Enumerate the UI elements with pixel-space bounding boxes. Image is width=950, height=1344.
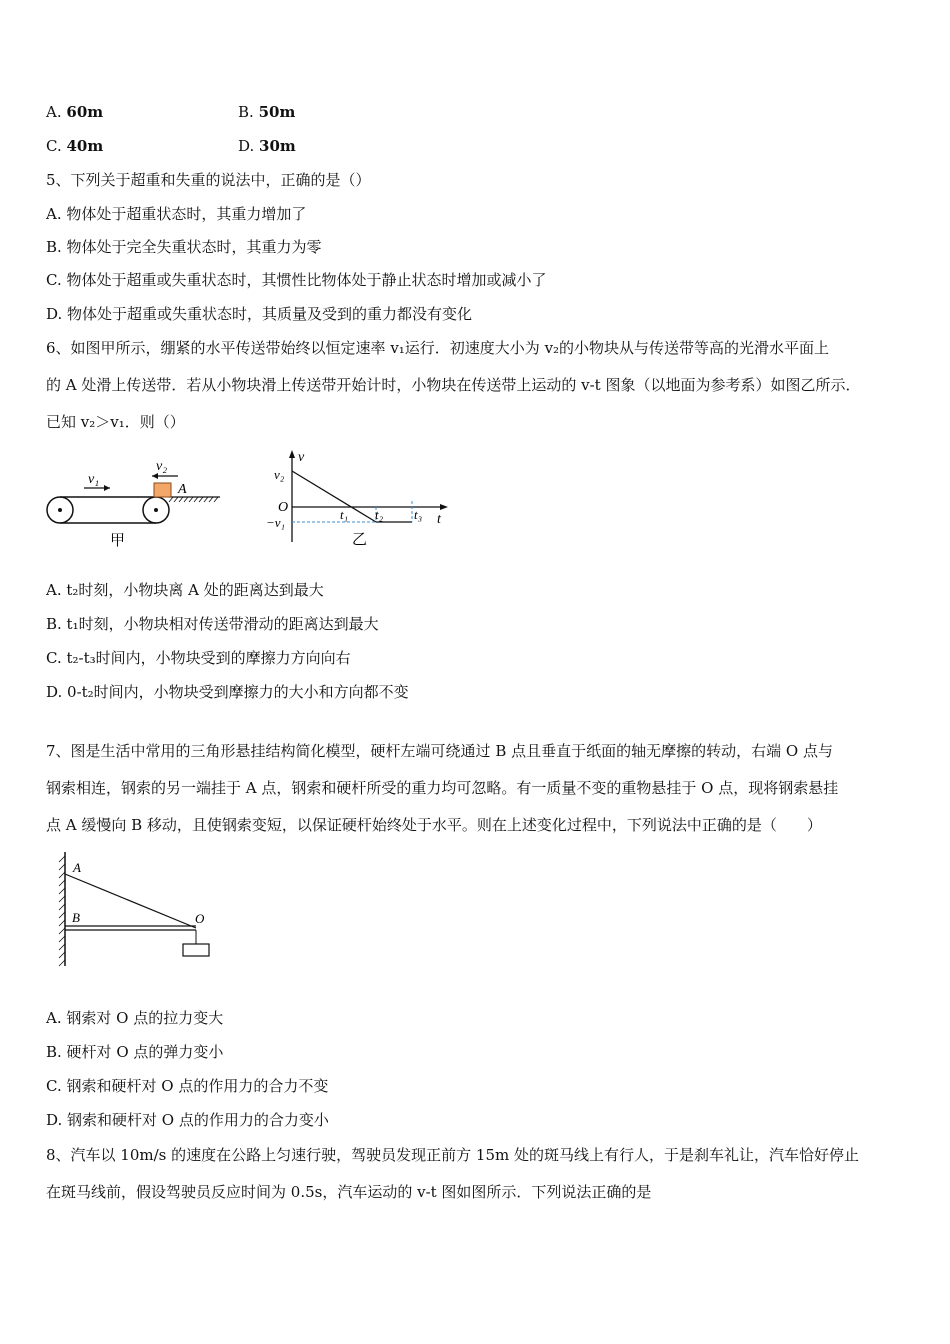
point-a-label: A — [178, 482, 187, 497]
q5-option-b: B. 物体处于完全失重状态时，其重力为零 — [46, 238, 322, 256]
t1-tick-label: t₁ — [340, 507, 349, 522]
q5-option-d: D. 物体处于超重或失重状态时，其质量及受到的重力都没有变化 — [46, 305, 473, 323]
q7-option-b: B. 硬杆对 O 点的弹力变小 — [46, 1043, 224, 1061]
v2-label: v₂ — [156, 459, 168, 474]
q6-stem-line-1: 6、如图甲所示，绷紧的水平传送带始终以恒定速率 v₁运行．初速度大小为 v₂的小物块从与传送带等高的光滑水平面上 — [46, 339, 830, 357]
vt-graph-figure — [262, 444, 462, 554]
q6-stem-line-2: 的 A 处滑上传送带．若从小物块滑上传送带开始计时，小物块在传送带上运动的 v-t 图象（以地面为参考系）如图乙所示． — [46, 376, 861, 394]
figure-caption-yi: 乙 — [352, 532, 368, 548]
q4-option-a: A. 60m — [46, 103, 104, 121]
q6-stem-line-3: 已知 v₂＞v₁．则（） — [46, 413, 185, 431]
v-axis-label: v — [298, 450, 305, 465]
point-a-label: A — [73, 860, 81, 875]
t-axis-label: t — [437, 512, 441, 527]
q7-option-c: C. 钢索和硬杆对 O 点的作用力的合力不变 — [46, 1077, 329, 1095]
q7-stem-line-3: 点 A 缓慢向 B 移动，且使钢索变短，以保证硬杆始终处于水平。则在上述变化过程中，下列说法中正确的是（ ） — [46, 816, 822, 834]
v2-tick-label: v₂ — [274, 467, 285, 482]
figure-caption-jia: 甲 — [110, 533, 126, 549]
conveyor-belt-figure — [40, 452, 225, 552]
q6-option-a: A. t₂时刻，小物块离 A 处的距离达到最大 — [46, 581, 324, 599]
q8-stem-line-1: 8、汽车以 10m/s 的速度在公路上匀速行驶，驾驶员发现正前方 15m 处的斑马线上有行人，于是刹车礼让，汽车恰好停止 — [46, 1146, 859, 1164]
q4-option-b: B. 50m — [238, 103, 296, 121]
point-o-label: O — [195, 911, 205, 926]
q7-stem-line-1: 7、图是生活中常用的三角形悬挂结构简化模型，硬杆左端可绕通过 B 点且垂直于纸面的轴无摩擦的转动，右端 O 点与 — [46, 742, 833, 760]
neg-v1-tick-label: −v₁ — [266, 515, 286, 530]
q7-option-a: A. 钢索对 O 点的拉力变大 — [46, 1009, 224, 1027]
v1-label: v₁ — [88, 472, 100, 487]
q8-stem-line-2: 在斑马线前，假设驾驶员反应时间为 0.5s，汽车运动的 v-t 图如图所示．下列说法正确的是 — [46, 1183, 652, 1201]
q5-option-a: A. 物体处于超重状态时，其重力增加了 — [46, 205, 307, 223]
origin-label: O — [278, 500, 289, 515]
q6-option-b: B. t₁时刻，小物块相对传送带滑动的距离达到最大 — [46, 615, 379, 633]
bracket-figure — [52, 848, 222, 973]
point-b-label: B — [72, 910, 80, 925]
t3-tick-label: t₃ — [414, 507, 423, 522]
q4-option-c: C. 40m — [46, 137, 104, 155]
t2-tick-label: t₂ — [375, 507, 384, 522]
q6-option-d: D. 0-t₂时间内，小物块受到摩擦力的大小和方向都不变 — [46, 683, 409, 701]
q7-stem-line-2: 钢索相连，钢索的另一端挂于 A 点，钢索和硬杆所受的重力均可忽略。有一质量不变的重物悬挂于 O 点，现将钢索悬挂 — [46, 779, 839, 797]
q4-option-d: D. 30m — [238, 137, 296, 155]
q7-option-d: D. 钢索和硬杆对 O 点的作用力的合力变小 — [46, 1111, 329, 1129]
q5-option-c: C. 物体处于超重或失重状态时，其惯性比物体处于静止状态时增加或减小了 — [46, 271, 547, 289]
q5-stem: 5、下列关于超重和失重的说法中，正确的是（） — [46, 171, 371, 189]
q6-option-c: C. t₂-t₃时间内，小物块受到的摩擦力方向向右 — [46, 649, 351, 667]
